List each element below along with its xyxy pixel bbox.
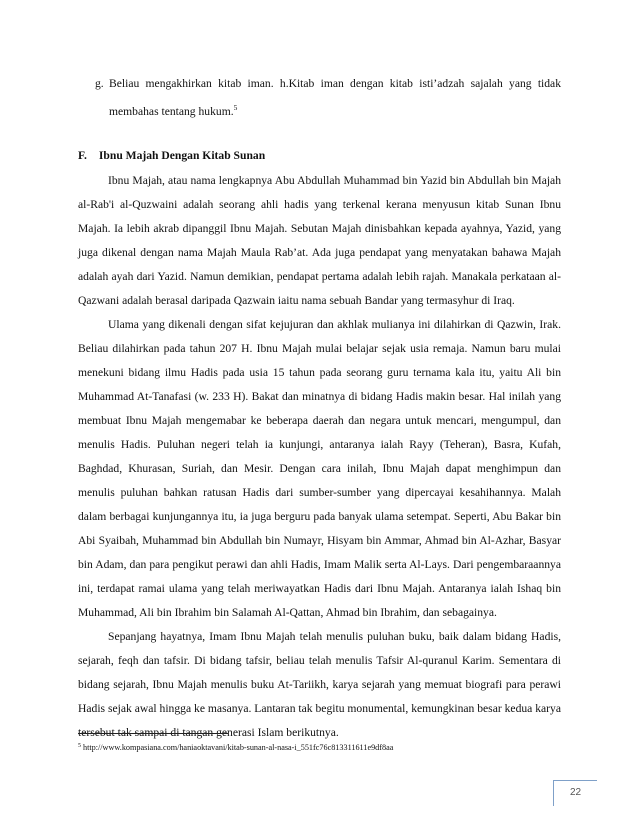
footnote-link[interactable]: http://www.kompasiana.com/haniaoktavani/kitab-sunan-al-nasa-i_551fc76c813311611e9df8aa	[83, 743, 394, 752]
list-item-g	[78, 72, 561, 124]
paragraph-2: Ulama yang dikenali dengan sifat kejujuran dan akhlak mulianya ini dilahirkan di Qazwin, Irak. Beliau dilahirkan pada tahun 207 H. Ibnu Majah mulai belajar sejak usia remaja. Namun baru mulai menekuni bidang ilmu Hadis pada usia 15 tahun pada seorang guru ternama kala itu, yaitu Ali bin Muhammad At-Tanafasi (w. 233 H). Bakat dan minatnya di bidang Hadis makin besar. Hal inilah yang membuat Ibnu Majah mengemabar ke beberapa daerah dan negara untuk mencari, mengumpul, dan menulis Hadis. Puluhan negeri telah ia kunjungi, antaranya ialah Rayy (Teheran), Basra, Kufah, Baghdad, Khurasan, Suriah, dan Mesir. Dengan cara inilah, Ibnu Majah dapat menghimpun dan menulis puluhan bahkan ratusan Hadis dari sumber-sumber yang dipercayai kesahihannya. Malah dalam berbagai kunjungannya itu, ia juga berguru pada banyak ulama setempat. Seperti, Abu Bakar bin Abi Syaibah, Muhammad bin Abdullah bin Numayr, Hisyam bin Ammar, Ahmad bin Al-Azhar, Basyar bin Adam, dan para pengikut perawi dan ahli Hadis, Imam Malik serta Al-Lays. Dari pengembaraannya ini, terdapat ramai ulama yang telah meriwayatkan Hadis dari Ibnu Majah. Antaranya ialah Ishaq bin Muhammad, Ali bin Ibrahim bin Salamah Al-Qattan, Ahmad bin Ibrahim, dan sebagainya.	[78, 318, 561, 619]
page-number: 22	[553, 780, 597, 806]
section-heading	[78, 146, 561, 166]
page-body	[78, 62, 561, 745]
footnote-divider	[78, 733, 228, 734]
section-number: F.	[78, 149, 87, 162]
paragraph-3: Sepanjang hayatnya, Imam Ibnu Majah telah menulis puluhan buku, baik dalam bidang Hadis, sejarah, feqh dan tafsir. Di bidang tafsir, beliau telah menulis Tafsir Al-quranul Karim. Sementara di bidang sejarah, Ibnu Majah menulis buku At-Tariikh, karya sejarah yang memuat biografi para perawi Hadis sejak awal hingga ke masanya. Lantaran tak begitu monumental, kemungkinan besar kedua karya tersebut tak sampai di tangan generasi Islam berikutnya.	[78, 630, 561, 739]
footnote-reference[interactable]: 5	[233, 103, 238, 112]
section-title: Ibnu Majah Dengan Kitab Sunan	[98, 149, 266, 162]
footnote-number: 5	[78, 743, 81, 749]
list-item-text: Beliau mengakhirkan kitab iman. h.Kitab iman dengan kitab isti’adzah sajalah yang tidak membahas tentang hukum.	[109, 77, 561, 118]
paragraph-1: Ibnu Majah, atau nama lengkapnya Abu Abdullah Muhammad bin Yazid bin Abdullah bin Majah al-Rab'i al-Quzwaini adalah seorang ahli hadis yang terkenal kerana menyusun kitab Sunan Ibnu Majah. Ia lebih akrab dipanggil Ibnu Majah. Sebutan Majah dinisbahkan kepada ayahnya, Yazid, yang juga dikenal dengan nama Majah Maula Rab’at. Ada juga pendapat yang menyatakan bahawa Majah adalah ayah dari Yazid. Namun demikian, pendapat pertama adalah lebih rajah. Manakala perkataan al-Qazwani adalah berasal daripada Qazwain iaitu nama sebuah Bandar yang termasyhur di Iraq.	[78, 174, 561, 307]
list-marker: g.	[95, 77, 104, 90]
footnote	[78, 740, 561, 754]
